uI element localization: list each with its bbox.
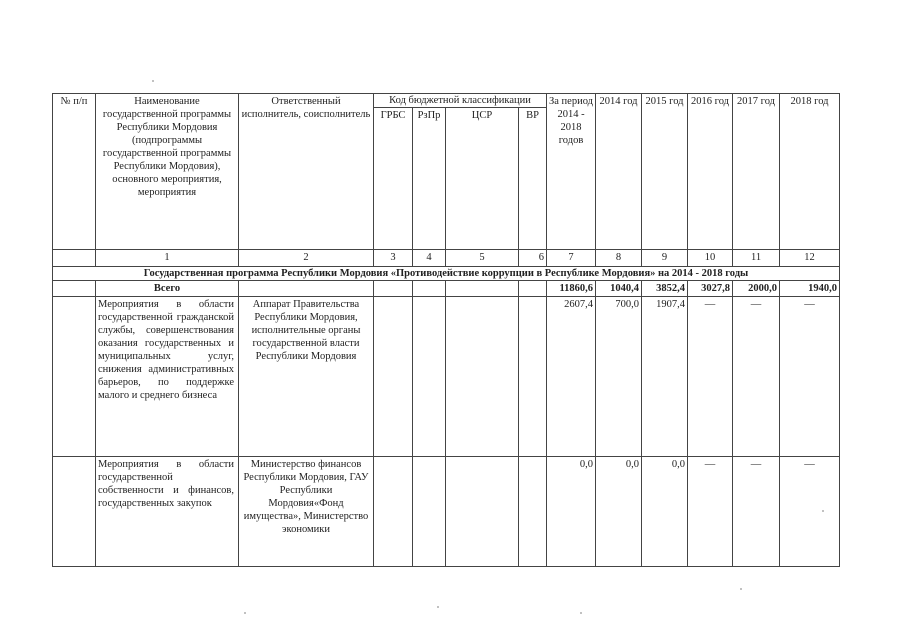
- header-2014: 2014 год: [596, 94, 642, 250]
- scan-speck: [580, 612, 582, 614]
- row-executor: Министерство финансов Республики Мордовия, ГАУ Республики Мордовия«Фонд имущества», Министерство экономики: [239, 457, 374, 567]
- colnum-cell: 8: [596, 250, 642, 267]
- scan-speck: [437, 606, 439, 608]
- program-title-row: [53, 267, 840, 281]
- scan-speck: [740, 588, 742, 590]
- colnum-cell: 12: [780, 250, 840, 267]
- column-number-row: [53, 250, 840, 267]
- header-budget-code: Код бюджетной классификации: [374, 94, 547, 108]
- row-period: 0,0: [547, 457, 596, 567]
- header-2018: 2018 год: [780, 94, 840, 250]
- row-2015: 0,0: [642, 457, 688, 567]
- row-2018: —: [780, 297, 840, 457]
- header-2016: 2016 год: [688, 94, 733, 250]
- colnum-cell: 11: [733, 250, 780, 267]
- header-vr: ВР: [519, 108, 547, 250]
- row-2016: —: [688, 457, 733, 567]
- program-funding-table: [52, 93, 840, 567]
- header-2015: 2015 год: [642, 94, 688, 250]
- total-2016: 3027,8: [688, 281, 733, 297]
- colnum-1: [53, 250, 96, 267]
- total-2015: 3852,4: [642, 281, 688, 297]
- header-executor: Ответственный исполнитель, соисполнитель: [239, 94, 374, 250]
- header-2017: 2017 год: [733, 94, 780, 250]
- header-name: Наименование государственной программы Республики Мордовия (подпрограммы государственной программы Республики Мордовия), основного мероприятия, мероприятия: [96, 94, 239, 250]
- colnum-cell: 3: [374, 250, 413, 267]
- row-2014: 0,0: [596, 457, 642, 567]
- row-2017: —: [733, 457, 780, 567]
- header-row-1: [53, 94, 840, 108]
- total-label: Всего: [96, 281, 239, 297]
- colnum-cell: 5: [446, 250, 519, 267]
- colnum-cell: 9: [642, 250, 688, 267]
- total-2017: 2000,0: [733, 281, 780, 297]
- row-2014: 700,0: [596, 297, 642, 457]
- row-2017: —: [733, 297, 780, 457]
- total-2018: 1940,0: [780, 281, 840, 297]
- table-row: [53, 457, 840, 567]
- row-name: Мероприятия в области государственной гражданской службы, совершенствования оказания государственных и муниципальных услуг, снижения административных барьеров, по поддержке малого и среднего бизнеса: [96, 297, 239, 457]
- colnum-cell: 10: [688, 250, 733, 267]
- header-rzpr: РзПр: [413, 108, 446, 250]
- scan-speck: [244, 612, 246, 614]
- row-2018: —: [780, 457, 840, 567]
- row-2016: —: [688, 297, 733, 457]
- row-2015: 1907,4: [642, 297, 688, 457]
- scan-speck: [822, 510, 824, 512]
- colnum-cell: 2: [239, 250, 374, 267]
- total-period: 11860,6: [547, 281, 596, 297]
- program-title: Государственная программа Республики Мордовия «Противодействие коррупции в Республике Мордовия» на 2014 - 2018 годы: [53, 267, 840, 281]
- row-executor: Аппарат Правительства Республики Мордовия, исполнительные органы государственной власти Республики Мордовия: [239, 297, 374, 457]
- colnum-cell: 7: [547, 250, 596, 267]
- table-row: [53, 297, 840, 457]
- row-period: 2607,4: [547, 297, 596, 457]
- total-row: [53, 281, 840, 297]
- colnum-cell: 6: [519, 250, 547, 267]
- header-grbs: ГРБС: [374, 108, 413, 250]
- colnum-cell: 4: [413, 250, 446, 267]
- row-name: Мероприятия в области государственной собственности и финансов, государственных закупок: [96, 457, 239, 567]
- colnum-cell: 1: [96, 250, 239, 267]
- header-csr: ЦСР: [446, 108, 519, 250]
- total-num: [53, 281, 96, 297]
- scan-speck: [152, 80, 154, 82]
- header-period: За период 2014 - 2018 годов: [547, 94, 596, 250]
- header-num: № п/п: [53, 94, 96, 250]
- total-2014: 1040,4: [596, 281, 642, 297]
